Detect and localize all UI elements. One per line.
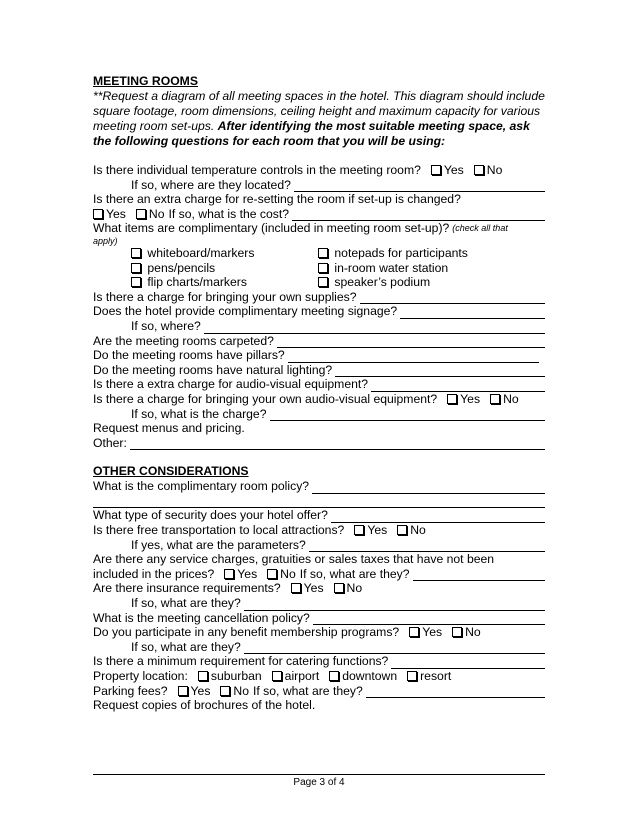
question-complimentary: What items are complimentary (included in meeting room set-up)? (check all that: [93, 221, 508, 236]
checkbox-own-av-no[interactable]: No: [490, 392, 519, 407]
question-transport-params: If yes, what are the parameters?: [93, 538, 545, 553]
question-other: Other:: [93, 436, 545, 451]
checkbox-icon: [131, 277, 141, 287]
checkbox-icon: [93, 209, 103, 219]
checkbox-icon: [318, 277, 328, 287]
question-catering: Is there a minimum requirement for catering functions?: [93, 654, 545, 669]
checkbox-charges-yes[interactable]: Yes: [224, 567, 257, 582]
checkbox-parking-yes[interactable]: Yes: [178, 684, 211, 699]
question-location: Property location: suburban airport downtown resort: [93, 669, 452, 683]
question-supplies: Is there a charge for bringing your own supplies?: [93, 290, 545, 305]
checkbox-location-suburban[interactable]: suburban: [198, 669, 262, 684]
answer-line[interactable]: [331, 511, 545, 523]
question-reset-cost: Yes No If so, what is the cost?: [93, 207, 545, 222]
checkbox-icon: [354, 525, 364, 535]
answer-line[interactable]: [312, 482, 545, 494]
answer-line[interactable]: [277, 336, 545, 348]
checkbox-icon: [397, 525, 407, 535]
answer-line[interactable]: [360, 292, 545, 304]
complimentary-items-list: [93, 246, 545, 290]
checkbox-icon: [318, 248, 328, 258]
answer-line[interactable]: [400, 307, 545, 319]
checkbox-parking-no[interactable]: No: [220, 684, 249, 699]
checkbox-icon: [220, 686, 230, 696]
question-signage: Does the hotel provide complimentary meeting signage?: [93, 304, 545, 319]
question-temp-location: If so, where are they located?: [93, 178, 545, 193]
answer-line[interactable]: [204, 322, 545, 334]
checkbox-location-downtown[interactable]: downtown: [329, 669, 397, 684]
checkbox-transport-no[interactable]: No: [397, 523, 426, 538]
answer-line[interactable]: [413, 569, 545, 581]
section-heading-other-considerations: OTHER CONSIDERATIONS: [93, 464, 249, 479]
checkbox-icon: [431, 165, 441, 175]
checkbox-benefit-no[interactable]: No: [452, 625, 481, 640]
answer-line[interactable]: [244, 599, 545, 611]
checkbox-icon: [474, 165, 484, 175]
checkbox-icon: [447, 394, 457, 404]
intro-paragraph: [93, 89, 545, 149]
request-menus: Request menus and pricing.: [93, 421, 245, 436]
question-reset-charge: Is there an extra charge for re-setting the room if set-up is changed?: [93, 192, 461, 207]
checkbox-benefit-yes[interactable]: Yes: [409, 625, 442, 640]
question-insurance-what: If so, what are they?: [93, 596, 545, 611]
checkbox-icon: [452, 627, 462, 637]
checkbox-location-airport[interactable]: airport: [272, 669, 320, 684]
checkbox-insurance-yes[interactable]: Yes: [291, 581, 324, 596]
question-own-av: Is there a charge for bringing your own audio-visual equipment? Yes No: [93, 391, 519, 406]
question-security: What type of security does your hotel offer?: [93, 508, 545, 523]
checkbox-icon: [334, 583, 344, 593]
checkbox-icon: [407, 671, 417, 681]
checkbox-icon: [267, 569, 277, 579]
checkbox-icon: [224, 569, 234, 579]
question-transport: Is there free transportation to local attractions? Yes No: [93, 523, 426, 538]
checkbox-icon: [136, 209, 146, 219]
checkbox-temp-no[interactable]: No: [474, 163, 503, 178]
answer-line[interactable]: [244, 642, 545, 654]
check-all-apply-note: apply): [93, 235, 118, 246]
question-benefit: Do you participate in any benefit membership programs? Yes No: [93, 625, 481, 640]
question-cancellation: What is the meeting cancellation policy?: [93, 611, 545, 626]
question-pillars: Do the meeting rooms have pillars?: [93, 348, 545, 363]
answer-line[interactable]: [288, 351, 539, 363]
checkbox-item-whiteboard[interactable]: whiteboard/markers: [131, 246, 318, 261]
answer-line[interactable]: [391, 657, 545, 669]
footer-divider: [93, 774, 545, 775]
checkbox-transport-yes[interactable]: Yes: [354, 523, 387, 538]
question-carpeted: Are the meeting rooms carpeted?: [93, 334, 545, 349]
checkbox-insurance-no[interactable]: No: [334, 581, 363, 596]
checkbox-icon: [272, 671, 282, 681]
question-parking: Parking fees? Yes No If so, what are they?: [93, 684, 545, 699]
checkbox-icon: [329, 671, 339, 681]
answer-line[interactable]: [93, 494, 545, 509]
answer-line[interactable]: [335, 365, 545, 377]
checkbox-icon: [409, 627, 419, 637]
checkbox-icon: [198, 671, 208, 681]
question-signage-where: If so, where?: [93, 319, 545, 334]
question-temperature: Is there individual temperature controls in the meeting room? Yes No: [93, 163, 503, 177]
checkbox-charges-no[interactable]: No: [267, 567, 296, 582]
checkbox-own-av-yes[interactable]: Yes: [447, 392, 480, 407]
checkbox-reset-yes[interactable]: Yes: [93, 207, 126, 222]
checkbox-icon: [131, 263, 141, 273]
answer-line[interactable]: [294, 180, 545, 192]
answer-line[interactable]: [270, 409, 546, 421]
question-own-av-charge: If so, what is the charge?: [93, 407, 545, 422]
question-service-charges: Are there any service charges, gratuities or sales taxes that have not been: [93, 552, 495, 567]
question-room-policy: What is the complimentary room policy?: [93, 479, 545, 494]
answer-line[interactable]: [366, 686, 545, 698]
checkbox-icon: [178, 686, 188, 696]
checkbox-icon: [318, 263, 328, 273]
page-number: Page 3 of 4: [293, 777, 345, 788]
checkbox-location-resort[interactable]: resort: [407, 669, 451, 684]
checkbox-item-flipcharts[interactable]: flip charts/markers: [131, 275, 318, 290]
checkbox-item-water[interactable]: in-room water station: [318, 261, 528, 276]
answer-line[interactable]: [292, 209, 545, 221]
question-insurance: Are there insurance requirements? Yes No: [93, 581, 363, 596]
question-service-charges-cont: included in the prices? Yes No If so, what are they?: [93, 567, 545, 582]
checkbox-item-podium[interactable]: speaker’s podium: [318, 275, 528, 290]
form-page: [93, 74, 545, 713]
checkbox-icon: [490, 394, 500, 404]
answer-line[interactable]: [130, 438, 545, 450]
question-lighting: Do the meeting rooms have natural lighting?: [93, 363, 545, 378]
request-brochures: Request copies of brochures of the hotel.: [93, 698, 316, 713]
checkbox-item-pens[interactable]: pens/pencils: [131, 261, 318, 276]
section-heading-meeting-rooms: MEETING ROOMS: [93, 74, 198, 88]
checkbox-icon: [291, 583, 301, 593]
answer-line[interactable]: [371, 380, 545, 392]
question-av-charge: Is there a extra charge for audio-visual equipment?: [93, 377, 545, 392]
checkbox-reset-no[interactable]: No: [136, 207, 165, 222]
question-benefit-what: If so, what are they?: [93, 640, 545, 655]
intro-italic-text: **Request a diagram of all meeting spaces in the hotel. This diagram should include square footage, room dimensions, ceiling height and maximum capacity for various meeting room set-ups.: [93, 89, 545, 133]
answer-line[interactable]: [309, 540, 545, 552]
answer-line[interactable]: [313, 613, 545, 625]
checkbox-icon: [131, 248, 141, 258]
checkbox-item-notepads[interactable]: notepads for participants: [318, 246, 528, 261]
checkbox-temp-yes[interactable]: Yes: [431, 163, 464, 178]
intro-bold-text: After identifying the most suitable meeting space, ask the following questions for each room that you will be using:: [93, 119, 530, 148]
